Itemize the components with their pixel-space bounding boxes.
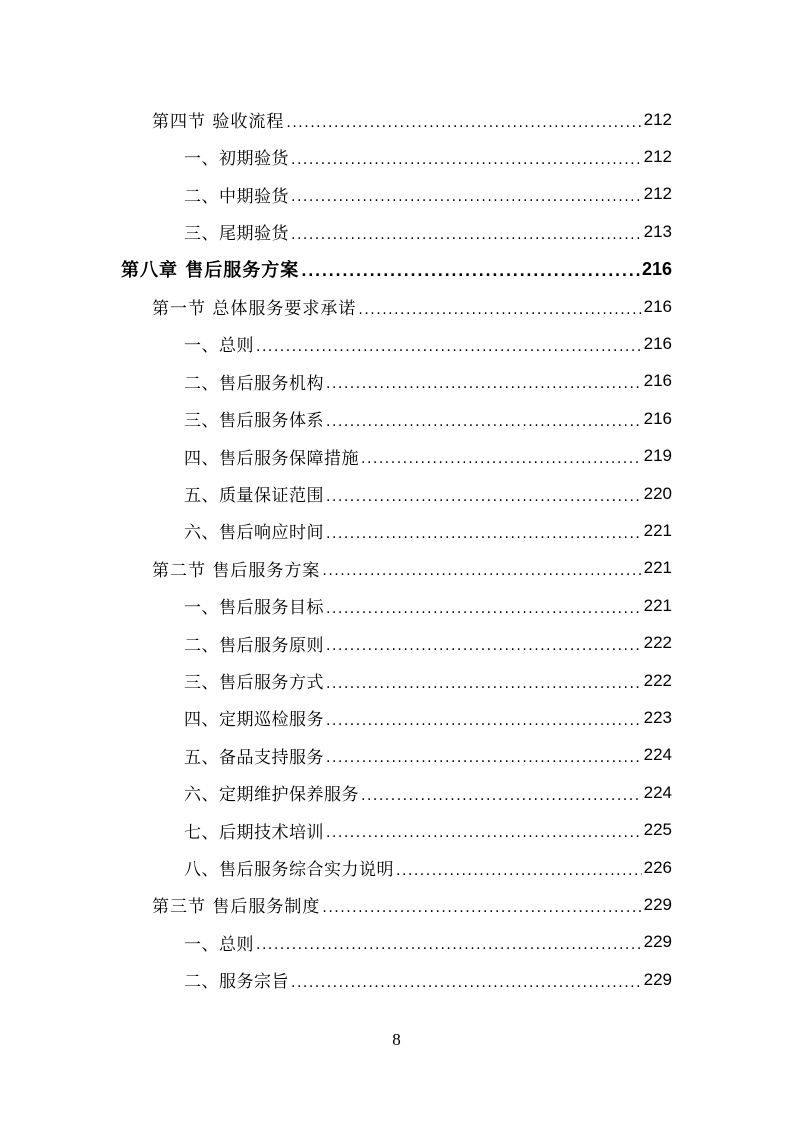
toc-dot-leader (291, 975, 642, 991)
toc-entry-page: 213 (643, 221, 672, 241)
toc-dot-leader (326, 750, 642, 766)
toc-entry-label: 一、售后服务目标 (184, 598, 324, 619)
toc-entry-label: 八、售后服务综合实力说明 (184, 860, 394, 880)
toc-entry[interactable] (0, 138, 793, 175)
toc-dot-leader (326, 638, 642, 654)
toc-entry-page: 216 (643, 296, 672, 316)
toc-dot-leader (326, 489, 642, 505)
toc-entry-label: 第二节 售后服务方案 (152, 560, 321, 581)
toc-entry[interactable] (0, 512, 793, 549)
toc-dot-leader (326, 414, 642, 430)
toc-entry[interactable] (0, 288, 793, 325)
toc-dot-leader (326, 526, 642, 542)
toc-entry[interactable] (0, 101, 793, 138)
toc-entry-page: 221 (643, 558, 672, 578)
toc-entry-label: 一、总则 (184, 336, 254, 357)
toc-dot-leader (322, 563, 641, 579)
toc-entry[interactable] (0, 363, 793, 400)
toc-dot-leader (326, 713, 642, 729)
table-of-contents (0, 101, 793, 1001)
toc-entry[interactable] (0, 550, 793, 587)
toc-dot-leader (291, 227, 642, 243)
toc-entry-label: 七、后期技术培训 (184, 822, 324, 843)
toc-entry-page: 229 (643, 894, 672, 914)
toc-entry[interactable] (0, 812, 793, 849)
toc-entry-page: 223 (643, 707, 672, 727)
toc-entry-page: 219 (643, 446, 672, 466)
toc-dot-leader (326, 601, 642, 617)
toc-entry-page: 222 (643, 670, 672, 690)
toc-dot-leader (326, 676, 642, 692)
toc-dot-leader (396, 863, 642, 879)
toc-entry-page: 229 (643, 932, 672, 952)
toc-entry[interactable] (0, 961, 793, 998)
toc-entry-label: 四、定期巡检服务 (184, 710, 324, 731)
toc-entry[interactable] (0, 737, 793, 774)
toc-entry[interactable] (0, 774, 793, 811)
toc-dot-leader (256, 937, 642, 953)
toc-entry-page: 221 (643, 520, 672, 540)
toc-dot-leader (358, 302, 641, 318)
toc-dot-leader (322, 900, 641, 916)
toc-entry-page: 225 (643, 820, 672, 840)
toc-entry-label: 第一节 总体服务要求承诺 (152, 299, 357, 319)
toc-entry-label: 六、定期维护保养服务 (184, 785, 359, 806)
toc-entry[interactable] (0, 662, 793, 699)
toc-chapter-entry[interactable] (0, 251, 793, 288)
toc-dot-leader (361, 451, 642, 467)
toc-entry-label: 三、尾期验货 (184, 224, 289, 245)
toc-entry-page: 222 (643, 633, 672, 653)
toc-entry-label: 五、备品支持服务 (184, 747, 324, 768)
toc-entry-page: 216 (643, 371, 672, 391)
toc-entry-page: 224 (643, 782, 672, 802)
toc-entry-page: 212 (643, 146, 672, 166)
toc-dot-leader (291, 189, 642, 205)
toc-entry-label: 二、中期验货 (184, 186, 289, 207)
toc-entry-page: 216 (643, 408, 672, 428)
toc-entry-label: 第八章 售后服务方案 (121, 260, 300, 282)
toc-entry[interactable] (0, 699, 793, 736)
toc-entry-label: 五、质量保证范围 (184, 486, 324, 506)
toc-entry-label: 一、初期验货 (184, 149, 289, 170)
toc-dot-leader (301, 264, 640, 280)
toc-entry-page: 224 (643, 745, 672, 765)
toc-entry-page: 229 (643, 969, 672, 989)
toc-entry[interactable] (0, 849, 793, 886)
toc-entry-page: 212 (643, 109, 672, 129)
toc-entry[interactable] (0, 625, 793, 662)
toc-entry-label: 六、售后响应时间 (184, 523, 324, 544)
toc-entry[interactable] (0, 924, 793, 961)
toc-entry-page: 221 (643, 595, 672, 615)
toc-entry-label: 二、售后服务机构 (184, 373, 324, 394)
toc-entry-page: 216 (641, 258, 672, 279)
toc-entry-label: 二、售后服务原则 (184, 635, 324, 656)
toc-entry-page: 212 (643, 184, 672, 204)
toc-dot-leader (326, 825, 642, 841)
toc-dot-leader (361, 788, 642, 804)
toc-entry[interactable] (0, 325, 793, 362)
toc-dot-leader (291, 152, 642, 168)
toc-entry-page: 216 (643, 333, 672, 353)
page-number: 8 (392, 1030, 401, 1049)
toc-entry-label: 三、售后服务体系 (184, 411, 324, 432)
toc-entry-label: 一、总则 (184, 934, 254, 955)
toc-entry-label: 第三节 售后服务制度 (152, 897, 321, 918)
toc-entry[interactable] (0, 400, 793, 437)
toc-entry-label: 三、售后服务方式 (184, 673, 324, 693)
toc-entry-label: 二、服务宗旨 (184, 972, 289, 993)
toc-dot-leader (286, 115, 641, 131)
toc-dot-leader (256, 339, 642, 355)
toc-entry[interactable] (0, 886, 793, 923)
toc-entry[interactable] (0, 587, 793, 624)
toc-dot-leader (326, 376, 642, 392)
toc-entry-label: 第四节 验收流程 (152, 112, 285, 132)
toc-entry-page: 220 (643, 483, 672, 503)
toc-entry-page: 226 (643, 857, 672, 877)
toc-entry[interactable] (0, 438, 793, 475)
toc-entry-label: 四、售后服务保障措施 (184, 448, 359, 469)
toc-entry[interactable] (0, 475, 793, 512)
toc-entry[interactable] (0, 176, 793, 213)
toc-entry[interactable] (0, 213, 793, 250)
